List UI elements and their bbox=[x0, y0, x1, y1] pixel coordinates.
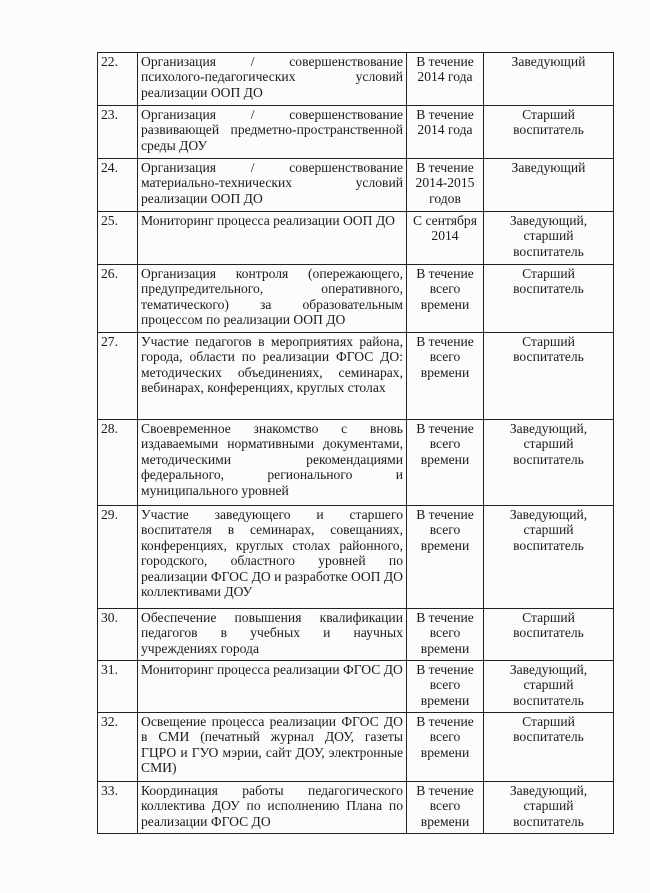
responsible-cell: Заведующий, старший воспитатель bbox=[484, 420, 614, 506]
responsible-cell: Заведующий, старший воспитатель bbox=[484, 506, 614, 609]
task-cell: Мониторинг процесса реализации ООП ДО bbox=[138, 212, 407, 265]
term-cell: В течение всего времени bbox=[407, 265, 484, 333]
responsible-cell: Старший воспитатель bbox=[484, 265, 614, 333]
row-number: 23. bbox=[98, 106, 138, 159]
row-number: 30. bbox=[98, 609, 138, 661]
table-row bbox=[98, 106, 614, 159]
term-cell: В течение всего времени bbox=[407, 333, 484, 420]
term-cell: В течение всего времени bbox=[407, 506, 484, 609]
table-row bbox=[98, 609, 614, 661]
row-number: 22. bbox=[98, 53, 138, 106]
term-cell: В течение всего времени bbox=[407, 782, 484, 834]
row-number: 29. bbox=[98, 506, 138, 609]
table-row bbox=[98, 265, 614, 333]
responsible-cell: Заведующий bbox=[484, 159, 614, 212]
table-row bbox=[98, 159, 614, 212]
row-number: 31. bbox=[98, 661, 138, 713]
responsible-cell: Старший воспитатель bbox=[484, 106, 614, 159]
row-number: 27. bbox=[98, 333, 138, 420]
task-cell: Организация контроля (опережающего, предупредительного, оперативного, тематического) за образовательным процессом по реализации ООП ДО bbox=[138, 265, 407, 333]
task-cell: Организация / совершенствование психолого-педагогических условий реализации ООП ДО bbox=[138, 53, 407, 106]
task-cell: Координация работы педагогического коллектива ДОУ по исполнению Плана по реализации ФГОС ДО bbox=[138, 782, 407, 834]
responsible-cell: Заведующий, старший воспитатель bbox=[484, 782, 614, 834]
term-cell: В течение 2014 года bbox=[407, 106, 484, 159]
table-row bbox=[98, 333, 614, 420]
responsible-cell: Старший воспитатель bbox=[484, 609, 614, 661]
responsible-cell: Старший воспитатель bbox=[484, 713, 614, 782]
row-number: 32. bbox=[98, 713, 138, 782]
row-number: 24. bbox=[98, 159, 138, 212]
task-cell: Организация / совершенствование развивающей предметно-пространственной среды ДОУ bbox=[138, 106, 407, 159]
row-number: 33. bbox=[98, 782, 138, 834]
responsible-cell: Заведующий, старший воспитатель bbox=[484, 212, 614, 265]
term-cell: С сентября 2014 bbox=[407, 212, 484, 265]
term-cell: В течение всего времени bbox=[407, 713, 484, 782]
term-cell: В течение всего времени bbox=[407, 609, 484, 661]
table-row bbox=[98, 420, 614, 506]
term-cell: В течение 2014-2015 годов bbox=[407, 159, 484, 212]
table-row bbox=[98, 212, 614, 265]
table-row bbox=[98, 713, 614, 782]
table-row bbox=[98, 661, 614, 713]
table-row bbox=[98, 782, 614, 834]
plan-table bbox=[97, 52, 614, 834]
term-cell: В течение 2014 года bbox=[407, 53, 484, 106]
plan-table-body bbox=[98, 53, 614, 834]
task-cell: Обеспечение повышения квалификации педагогов в учебных и научных учреждениях города bbox=[138, 609, 407, 661]
task-cell: Участие педагогов в мероприятиях района, города, области по реализации ФГОС ДО: методических объединениях, семинарах, вебинарах, конференциях, круглых столах bbox=[138, 333, 407, 420]
term-cell: В течение всего времени bbox=[407, 661, 484, 713]
row-number: 28. bbox=[98, 420, 138, 506]
table-row bbox=[98, 53, 614, 106]
responsible-cell: Старший воспитатель bbox=[484, 333, 614, 420]
table-row bbox=[98, 506, 614, 609]
responsible-cell: Заведующий, старший воспитатель bbox=[484, 661, 614, 713]
row-number: 25. bbox=[98, 212, 138, 265]
task-cell: Организация / совершенствование материально-технических условий реализации ООП ДО bbox=[138, 159, 407, 212]
task-cell: Мониторинг процесса реализации ФГОС ДО bbox=[138, 661, 407, 713]
task-cell: Своевременное знакомство с вновь издаваемыми нормативными документами, методическими рекомендациями федерального, регионального и муниципального уровней bbox=[138, 420, 407, 506]
task-cell: Участие заведующего и старшего воспитателя в семинарах, совещаниях, конференциях, круглых столах районного, городского, областного уровней по реализации ФГОС ДО и разработке ООП ДО коллективами ДОУ bbox=[138, 506, 407, 609]
row-number: 26. bbox=[98, 265, 138, 333]
responsible-cell: Заведующий bbox=[484, 53, 614, 106]
term-cell: В течение всего времени bbox=[407, 420, 484, 506]
task-cell: Освещение процесса реализации ФГОС ДО в СМИ (печатный журнал ДОУ, газеты ГЦРО и ГУО мэрии, сайт ДОУ, электронные СМИ) bbox=[138, 713, 407, 782]
